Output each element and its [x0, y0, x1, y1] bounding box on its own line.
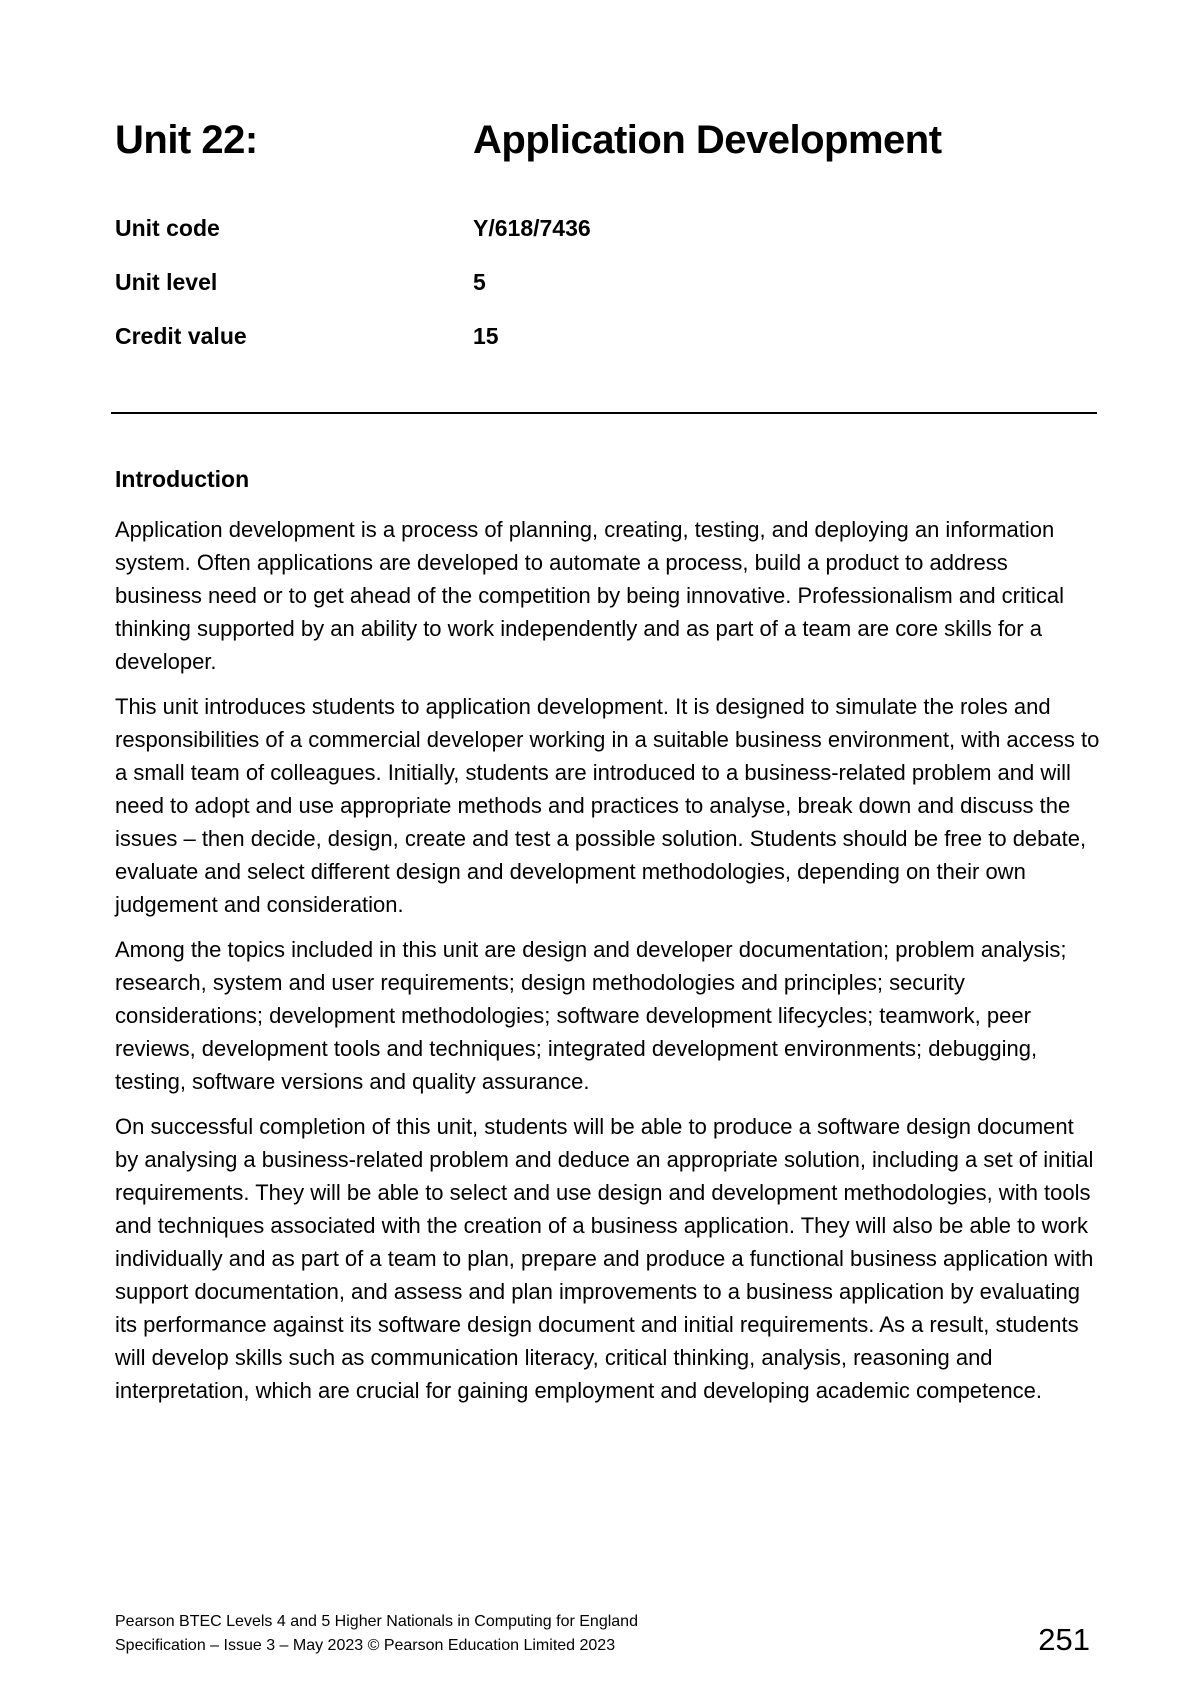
introduction-heading: Introduction [115, 466, 250, 492]
footer-publication-line: Pearson BTEC Levels 4 and 5 Higher Nationals in Computing for England [115, 1613, 638, 1630]
meta-row-credit-value [115, 323, 1015, 377]
meta-label: Unit code [115, 215, 220, 241]
unit-meta-table [115, 215, 1015, 377]
section-divider [111, 412, 1097, 414]
meta-value: 15 [473, 323, 499, 349]
footer-text [115, 1610, 638, 1658]
introduction-section [115, 466, 1100, 1419]
unit-title-row [115, 118, 1095, 178]
meta-label: Credit value [115, 323, 247, 349]
meta-value: 5 [473, 269, 486, 295]
introduction-paragraph: On successful completion of this unit, students will be able to produce a software design document by analysing a business-related problem and deduce an appropriate solution, including a set of initial requirements. They will be able to select and use design and development methodologies, with tools and techniques associated with the creation of a business application. They will also be able to work individually and as part of a team to plan, prepare and produce a functional business application with support documentation, and assess and plan improvements to a business application by evaluating its performance against its software design document and initial requirements. As a result, students will develop skills such as communication literacy, critical thinking, analysis, reasoning and interpretation, which are crucial for gaining employment and developing academic competence. [115, 1114, 1094, 1403]
footer-copyright-line: Specification – Issue 3 – May 2023 © Pearson Education Limited 2023 [115, 1637, 616, 1654]
unit-title: Application Development [473, 118, 942, 162]
page-footer [115, 1610, 1095, 1670]
unit-number: Unit 22: [115, 118, 258, 162]
introduction-paragraph: Application development is a process of planning, creating, testing, and deploying an information system. Often applications are developed to automate a process, build a product to address business need or to get ahead of the competition by being innovative. Professionalism and critical thinking supported by an ability to work independently and as part of a team are core skills for a developer. [115, 517, 1065, 674]
meta-row-unit-level [115, 269, 1015, 323]
meta-label: Unit level [115, 269, 218, 295]
meta-row-unit-code [115, 215, 1015, 269]
introduction-paragraph: This unit introduces students to application development. It is designed to simulate the roles and responsibilities of a commercial developer working in a suitable business environment, with access to a small team of colleagues. Initially, students are introduced to a business-related problem and will need to adopt and use appropriate methods and practices to analyse, break down and discuss the issues – then decide, design, create and test a possible solution. Students should be free to debate, evaluate and select different design and development methodologies, depending on their own judgement and consideration. [115, 694, 1100, 917]
introduction-paragraph: Among the topics included in this unit are design and developer documentation; problem analysis; research, system and user requirements; design methodologies and principles; security considerations; development methodologies; software development lifecycles; teamwork, peer reviews, development tools and techniques; integrated development environments; debugging, testing, software versions and quality assurance. [115, 937, 1067, 1094]
meta-value: Y/618/7436 [473, 215, 591, 241]
page-number: 251 [1038, 1622, 1090, 1657]
